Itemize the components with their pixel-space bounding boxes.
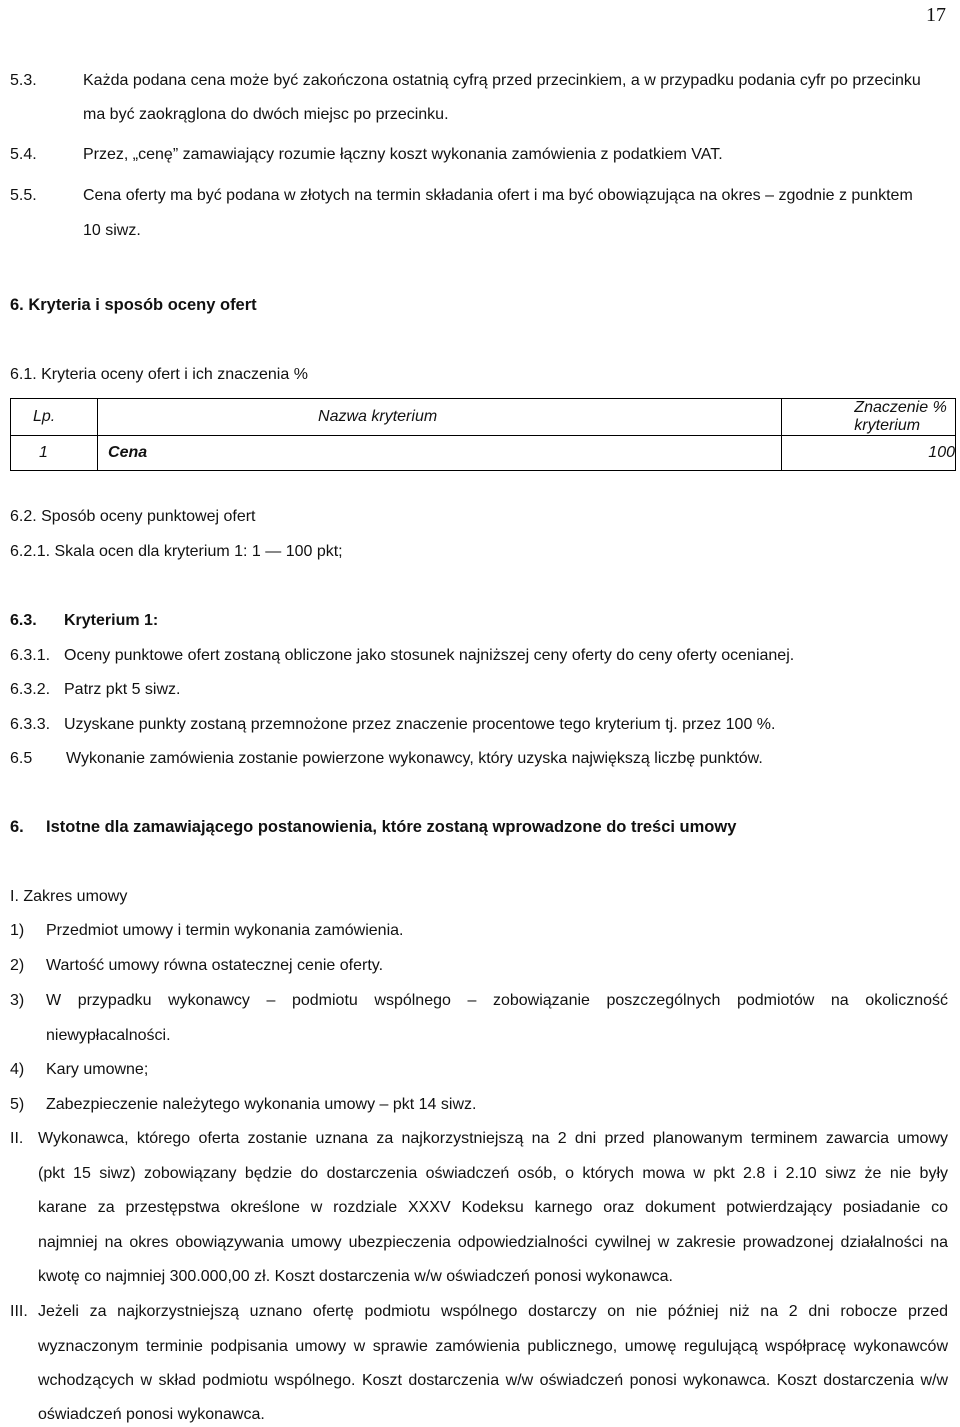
section-III-line1: Jeżeli za najkorzystniejszą uznano ofertę podmiotu wspólnego dostarczy on nie później niż na 2 dni robocze przed — [38, 1303, 948, 1320]
scope-item-4-number: 4) — [10, 1061, 25, 1078]
section-II-number: II. — [10, 1130, 24, 1147]
cell-weight: 100 — [782, 436, 956, 471]
section-III-number: III. — [10, 1303, 28, 1320]
section-6-3-3-text: Uzyskane punkty zostaną przemnożone przez znaczenie procentowe tego kryterium tj. przez 100 %. — [64, 716, 776, 733]
section-6-3-number: 6.3. — [10, 612, 37, 629]
section-6-3-title: Kryterium 1: — [64, 612, 159, 629]
item-5-5-number: 5.5. — [10, 187, 37, 204]
section-6-5-number: 6.5 — [10, 750, 33, 767]
section-6-5-text: Wykonanie zamówienia zostanie powierzone wykonawcy, który uzyska największą liczbę punktów. — [66, 750, 763, 767]
criteria-table-header-row — [11, 399, 956, 436]
section-6-3-1-text: Oceny punktowe ofert zostaną obliczone jako stosunek najniższej ceny oferty do ceny oferty ocenianej. — [64, 647, 795, 664]
scope-item-5-text: Zabezpieczenie należytego wykonania umowy – pkt 14 siwz. — [46, 1096, 477, 1113]
section-II-line1: Wykonawca, którego oferta zostanie uznana za najkorzystniejszą na 2 dni przed planowanym terminem zawarcia umowy — [38, 1130, 948, 1147]
section-II-line3: karane za przestępstwa określone w rozdziale XXXV Kodeksu karnego oraz dokument potwierdzający posiadanie co — [38, 1199, 948, 1216]
item-5-4-text: Przez, „cenę” zamawiający rozumie łączny koszt wykonania zamówienia z podatkiem VAT. — [83, 146, 723, 163]
item-5-4-number: 5.4. — [10, 146, 37, 163]
scope-item-5-number: 5) — [10, 1096, 25, 1113]
section-II-line4: najmniej na okres obowiązywania umowy ubezpieczenia odpowiedzialności cywilnej w zakresie prowadzonej działalności na — [38, 1234, 948, 1251]
section-6-1-heading: 6.1. Kryteria oceny ofert i ich znaczenia % — [10, 366, 308, 383]
scope-item-2-text: Wartość umowy równa ostatecznej cenie oferty. — [46, 957, 384, 974]
section-6-3-2-text: Patrz pkt 5 siwz. — [64, 681, 181, 698]
section-6-2-heading: 6.2. Sposób oceny punktowej ofert — [10, 508, 256, 525]
scope-item-2-number: 2) — [10, 957, 25, 974]
section-III-line2: wyznaczonym terminie podpisania umowy w sprawie zamówienia publicznego, umowę regulującą współpracę wykonawców — [38, 1338, 948, 1355]
item-5-3-line1: Każda podana cena może być zakończona ostatnią cyfrą przed przecinkiem, a w przypadku podania cyfr po przecinku — [83, 72, 921, 89]
page-number: 17 — [926, 4, 946, 26]
section-III-line3: wchodzących w skład podmiotu wspólnego. Koszt dostarczenia w/w oświadczeń ponosi wykonawca. Koszt dostarczenia w/w — [38, 1372, 948, 1389]
table-row — [11, 436, 956, 471]
section-6-3-2-number: 6.3.2. — [10, 681, 51, 698]
scope-item-3-number: 3) — [10, 992, 25, 1009]
section-6b-heading: Istotne dla zamawiającego postanowienia, które zostaną wprowadzone do treści umowy — [46, 818, 737, 836]
item-5-3-line2: ma być zaokrąglona do dwóch miejsc po przecinku. — [83, 106, 449, 123]
section-III-line4: oświadczeń ponosi wykonawca. — [38, 1406, 265, 1423]
header-lp: Lp. — [11, 399, 98, 436]
section-6-heading: 6. Kryteria i sposób oceny ofert — [10, 296, 257, 314]
section-II-line2: (pkt 15 siwz) zobowiązany będzie do dostarczenia oświadczeń osób, o których mowa w pkt 2.8 i 2.10 siwz że nie były — [38, 1165, 948, 1182]
scope-item-1-text: Przedmiot umowy i termin wykonania zamówienia. — [46, 922, 404, 939]
scope-item-3-line2: niewypłacalności. — [46, 1027, 171, 1044]
section-6b-number: 6. — [10, 818, 24, 836]
item-5-5-line2: 10 siwz. — [83, 222, 141, 239]
item-5-3-number: 5.3. — [10, 72, 37, 89]
section-6-2-1-text: 6.2.1. Skala ocen dla kryterium 1: 1 — 100 pkt; — [10, 543, 343, 560]
header-name: Nazwa kryterium — [98, 399, 782, 436]
scope-item-4-text: Kary umowne; — [46, 1061, 149, 1078]
item-5-5-line1: Cena oferty ma być podana w złotych na termin składania ofert i ma być obowiązująca na okres – zgodnie z punktem — [83, 187, 913, 204]
header-weight: Znaczenie % kryterium — [782, 399, 956, 436]
scope-title: I. Zakres umowy — [10, 888, 128, 905]
section-6-3-3-number: 6.3.3. — [10, 716, 51, 733]
cell-lp: 1 — [11, 436, 98, 471]
section-6-3-1-number: 6.3.1. — [10, 647, 51, 664]
cell-name: Cena — [98, 436, 782, 471]
scope-item-3-line1: W przypadku wykonawcy – podmiotu wspólnego – zobowiązanie poszczególnych podmiotów na okoliczność — [46, 992, 948, 1009]
scope-item-1-number: 1) — [10, 922, 25, 939]
criteria-table — [10, 398, 956, 471]
section-II-line5: kwotę co najmniej 300.000,00 zł. Koszt dostarczenia w/w oświadczeń ponosi wykonawca. — [38, 1268, 673, 1285]
